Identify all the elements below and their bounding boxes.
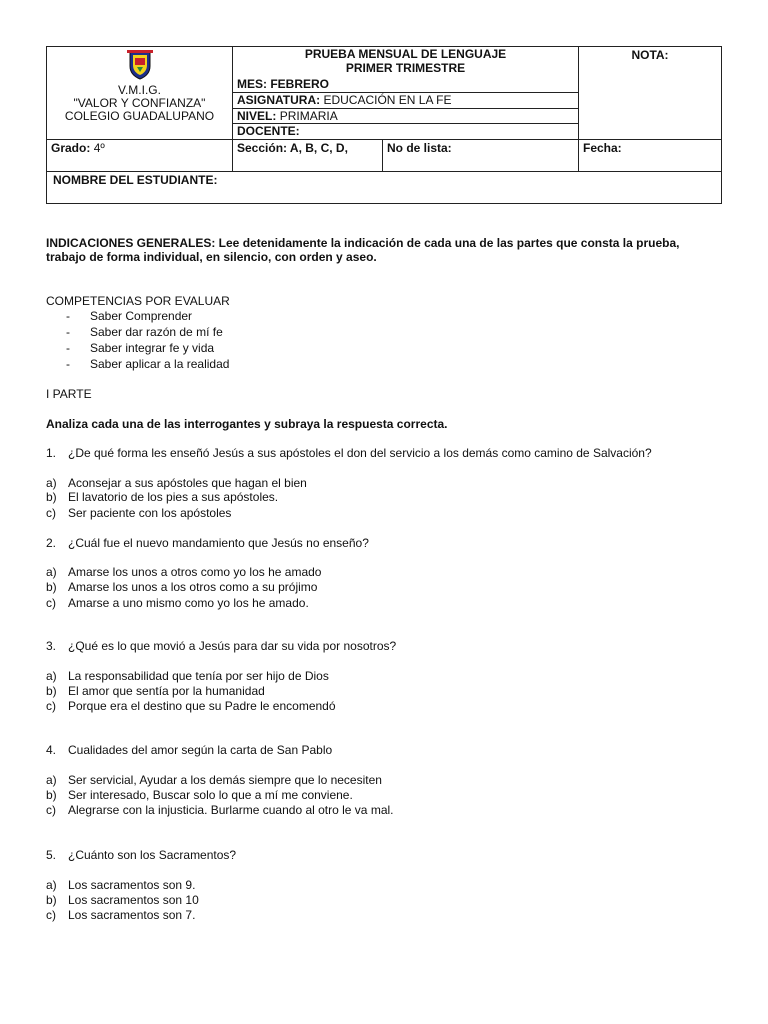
question-text: ¿Qué es lo que movió a Jesús para dar su vida por nosotros? — [68, 639, 397, 653]
competencia-item: Saber dar razón de mí fe — [90, 325, 223, 339]
option-text[interactable]: Aconsejar a sus apóstoles que hagan el bien — [68, 476, 307, 490]
question-number: 3. — [46, 639, 57, 653]
exam-subtitle: PRIMER TRIMESTRE — [345, 61, 466, 75]
option-text[interactable]: Los sacramentos son 9. — [68, 878, 196, 892]
question-text: Cualidades del amor según la carta de San Pablo — [68, 743, 333, 757]
option-text[interactable]: La responsabilidad que tenía por ser hijo de Dios — [68, 669, 329, 683]
mes-value: FEBRERO — [270, 77, 330, 91]
school-motto: "VALOR Y CONFIANZA" — [73, 96, 206, 110]
option-letter: b) — [46, 893, 57, 907]
question-number: 1. — [46, 446, 57, 460]
competencia-item: Saber integrar fe y vida — [90, 341, 215, 355]
option-text[interactable]: Los sacramentos son 7. — [68, 908, 196, 922]
competencias-title: COMPETENCIAS POR EVALUAR — [46, 294, 230, 308]
competencia-bullet: - — [66, 357, 70, 371]
parte-title: I PARTE — [46, 387, 92, 401]
nivel-value: PRIMARIA — [279, 109, 338, 123]
option-letter: c) — [46, 699, 56, 713]
seccion-label: Sección: A, B, C, D, — [237, 141, 348, 155]
school-line-1: V.M.I.G. — [118, 83, 161, 97]
question-text: ¿Cuánto son los Sacramentos? — [68, 848, 237, 862]
option-letter: c) — [46, 506, 56, 520]
competencia-bullet: - — [66, 309, 70, 323]
option-text[interactable]: El lavatorio de los pies a sus apóstoles. — [68, 490, 279, 504]
grado-value: 4º — [93, 141, 105, 155]
option-letter: a) — [46, 476, 57, 490]
option-text[interactable]: Ser interesado, Buscar solo lo que a mí me conviene. — [68, 788, 353, 802]
competencia-item: Saber aplicar a la realidad — [90, 357, 230, 371]
parte-instruction: Analiza cada una de las interrogantes y subraya la respuesta correcta. — [46, 417, 448, 431]
question-number: 5. — [46, 848, 57, 862]
option-text[interactable]: Ser paciente con los apóstoles — [68, 506, 232, 520]
lista-cell — [383, 140, 579, 172]
option-letter: a) — [46, 773, 57, 787]
header-table — [46, 46, 722, 204]
mes-label: MES: — [237, 77, 267, 91]
option-text[interactable]: El amor que sentía por la humanidad — [68, 684, 265, 698]
nivel-row — [233, 108, 579, 123]
asignatura-row — [233, 92, 579, 108]
docente-label: DOCENTE: — [237, 124, 300, 138]
school-cell — [47, 47, 233, 139]
option-text[interactable]: Ser servicial, Ayudar a los demás siempre que lo necesiten — [68, 773, 382, 787]
option-text[interactable]: Amarse los unos a los otros como a su prójimo — [68, 580, 318, 594]
school-crest-icon — [122, 49, 158, 81]
question-number: 2. — [46, 536, 57, 550]
indicaciones-line-1: INDICACIONES GENERALES: Lee detenidamente la indicación de cada una de las partes que consta la prueba, — [46, 236, 680, 250]
fecha-label: Fecha: — [583, 141, 622, 155]
option-text[interactable]: Amarse a uno mismo como yo los he amado. — [68, 596, 309, 610]
grado-row — [47, 139, 721, 171]
nota-cell — [579, 47, 721, 139]
option-text[interactable]: Los sacramentos son 10 — [68, 893, 199, 907]
option-letter: c) — [46, 596, 56, 610]
asignatura-value: EDUCACIÓN EN LA FE — [323, 93, 452, 107]
competencia-item: Saber Comprender — [90, 309, 193, 323]
exam-title: PRUEBA MENSUAL DE LENGUAJE — [304, 47, 507, 61]
fecha-cell — [579, 140, 721, 172]
option-letter: a) — [46, 565, 57, 579]
option-letter: a) — [46, 878, 57, 892]
nota-label: NOTA: — [631, 48, 669, 62]
option-letter: b) — [46, 684, 57, 698]
exam-info-cell — [233, 47, 579, 139]
option-letter: c) — [46, 908, 56, 922]
grado-cell — [47, 140, 233, 172]
option-letter: c) — [46, 803, 56, 817]
option-text[interactable]: Porque era el destino que su Padre le encomendó — [68, 699, 336, 713]
grado-label: Grado: — [51, 141, 91, 155]
indicaciones-line-2: trabajo de forma individual, en silencio, con orden y aseo. — [46, 250, 377, 264]
option-letter: a) — [46, 669, 57, 683]
option-letter: b) — [46, 580, 57, 594]
question-text: ¿Cuál fue el nuevo mandamiento que Jesús no enseño? — [68, 536, 369, 550]
seccion-cell — [233, 140, 383, 172]
option-text[interactable]: Amarse los unos a otros como yo los he amado — [68, 565, 322, 579]
option-letter: b) — [46, 788, 57, 802]
option-letter: b) — [46, 490, 57, 504]
school-name: COLEGIO GUADALUPANO — [64, 109, 215, 123]
docente-row — [233, 123, 579, 139]
competencia-bullet: - — [66, 325, 70, 339]
competencia-bullet: - — [66, 341, 70, 355]
lista-label: No de lista: — [387, 141, 452, 155]
mes-row — [233, 77, 579, 92]
asignatura-label: ASIGNATURA: — [237, 93, 321, 107]
nombre-row — [47, 171, 721, 203]
option-text[interactable]: Alegrarse con la injusticia. Burlarme cuando al otro le va mal. — [68, 803, 394, 817]
nivel-label: NIVEL: — [237, 109, 277, 123]
question-number: 4. — [46, 743, 57, 757]
nombre-label: NOMBRE DEL ESTUDIANTE: — [53, 173, 218, 187]
question-text: ¿De qué forma les enseñó Jesús a sus apóstoles el don del servicio a los demás como camino de Salvación? — [68, 446, 652, 460]
